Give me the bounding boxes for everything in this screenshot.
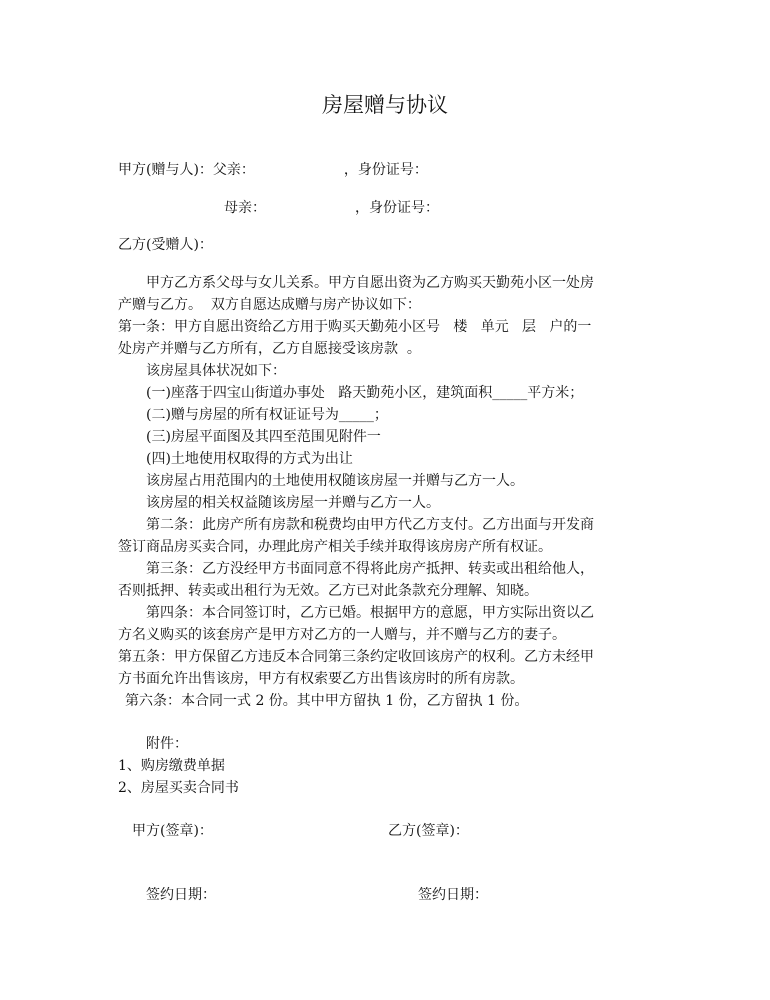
party-b-line: 乙方(受赠人)： [118, 237, 213, 253]
article-1-line-1: 第一条：甲方自愿出资给乙方用于购买天勤苑小区号 楼 单元 层 户的一 [118, 319, 592, 335]
signature-party-b: 乙方(签章)： [388, 823, 469, 839]
land-use-line: 该房屋占用范围内的土地使用权随该房屋一并赠与乙方一人。 [146, 473, 524, 489]
article-5-line-1: 第五条：甲方保留乙方违反本合同第三条约定收回该房产的权利。乙方未经甲 [118, 649, 594, 665]
intro-line-1: 甲方乙方系父母与女儿关系。甲方自愿出资为乙方购买天勤苑小区一处房 [146, 275, 594, 291]
sign-date-party-a: 签约日期： [146, 887, 216, 903]
detail-intro: 该房屋具体状况如下： [146, 363, 286, 379]
sign-date-party-b: 签约日期： [418, 887, 488, 903]
rights-line: 该房屋的相关权益随该房屋一并赠与乙方一人。 [146, 495, 440, 511]
article-2-line-2: 签订商品房买卖合同，办理此房产相关手续并取得该房房产所有权证。 [118, 539, 552, 555]
detail-item-3: (三)房屋平面图及其四至范围见附件一 [146, 429, 381, 445]
detail-item-2: (二)赠与房屋的所有权证证号为_____； [146, 407, 388, 423]
party-a-mother-line: 母亲： ，身份证号： [224, 200, 440, 216]
article-6-line: 第六条：本合同一式 2 份。其中甲方留执 1 份，乙方留执 1 份。 [125, 693, 529, 709]
attachment-item-1: 1、购房缴费单据 [118, 758, 225, 774]
detail-item-1: (一)座落于四宝山街道办事处 路天勤苑小区，建筑面积_____平方米； [146, 385, 584, 401]
intro-line-2: 产赠与乙方。 双方自愿达成赠与房产协议如下： [118, 297, 421, 313]
article-2-line-1: 第二条：此房产所有房款和税费均由甲方代乙方支付。乙方出面与开发商 [146, 517, 594, 533]
article-5-line-2: 方书面允许出售该房，甲方有权索要乙方出售该房时的所有房款。 [118, 671, 524, 687]
party-a-father-line: 甲方(赠与人)：父亲： ，身份证号： [118, 162, 428, 178]
attachment-heading: 附件： [146, 736, 188, 752]
signature-party-a: 甲方(签章)： [132, 823, 213, 839]
article-4-line-1: 第四条：本合同签订时，乙方已婚。根据甲方的意愿，甲方实际出资以乙 [146, 605, 594, 621]
article-1-line-2: 处房产并赠与乙方所有，乙方自愿接受该房款 。 [118, 341, 421, 357]
page-title: 房屋赠与协议 [322, 93, 448, 117]
article-3-line-2: 否则抵押、转卖或出租行为无效。乙方已对此条款充分理解、知晓。 [118, 583, 538, 599]
article-4-line-2: 方名义购买的该套房产是甲方对乙方的一人赠与，并不赠与乙方的妻子。 [118, 627, 566, 643]
article-3-line-1: 第三条：乙方没经甲方书面同意不得将此房产抵押、转卖或出租给他人， [146, 561, 594, 577]
attachment-item-2: 2、房屋买卖合同书 [118, 780, 239, 796]
detail-item-4: (四)土地使用权取得的方式为出让 [146, 451, 353, 467]
